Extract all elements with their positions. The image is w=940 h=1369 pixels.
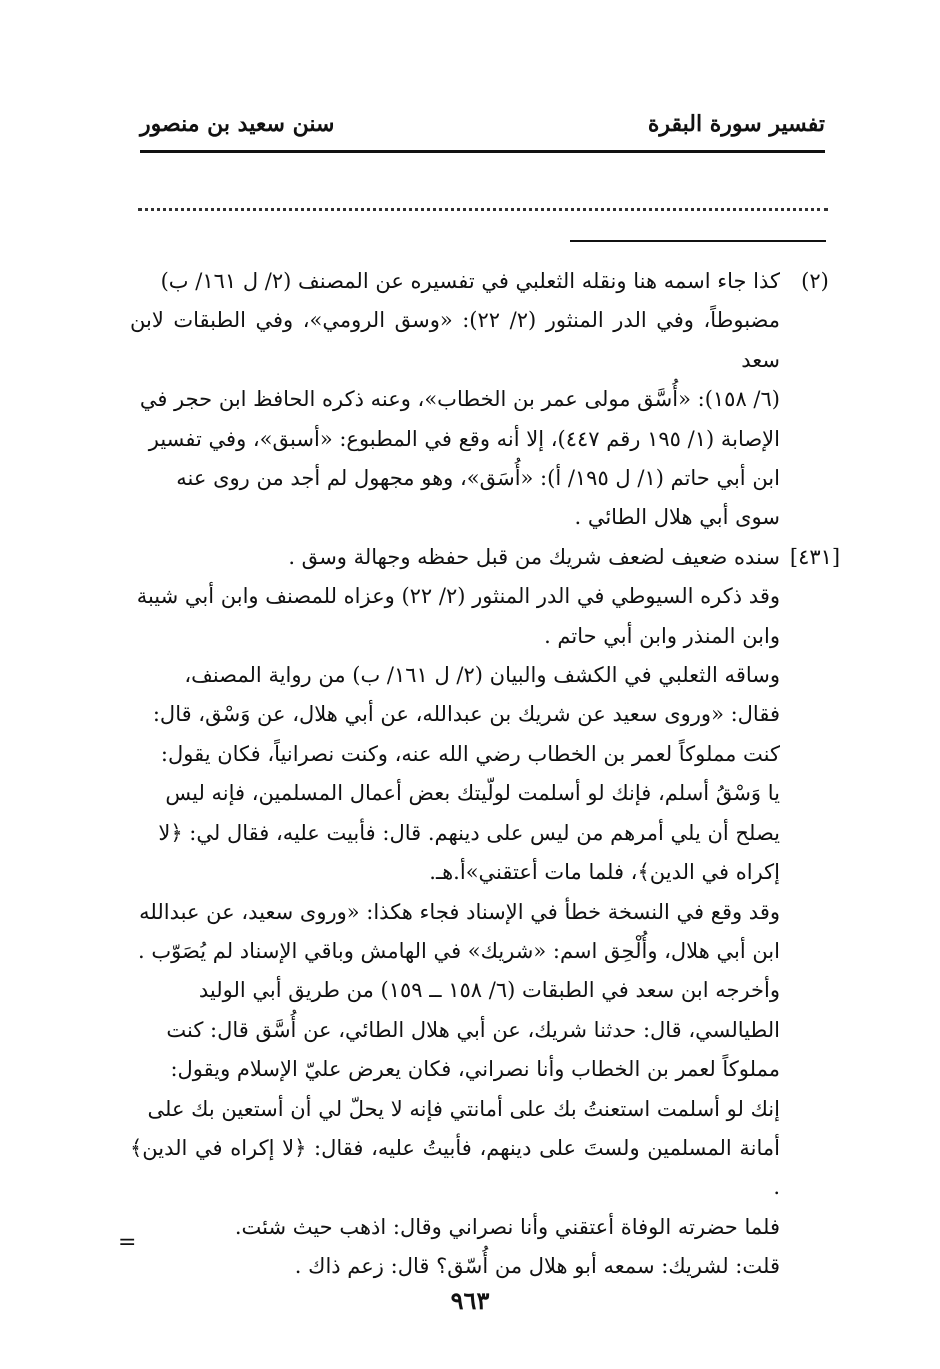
text-line: وساقه الثعلبي في الكشف والبيان (٢/ ل ١٦١/ ب) من رواية المصنف،	[184, 663, 780, 688]
footnote-number: [٤٣١]	[789, 544, 841, 569]
text-line: أمانة المسلمين ولستَ على دينهم، فأبيتُ عليه، فقال: ﴿لا إكراه في الدين﴾ .	[130, 1135, 780, 1200]
text-line: سنده ضعيف لضعف شريك من قبل حفظه وجهالة وسق .	[288, 544, 780, 569]
text-line: فقال: «وروى سعيد عن شريك بن عبدالله، عن أبي هلال، عن وَسْق، قال:	[152, 702, 780, 727]
footnote-number: (٢)	[801, 269, 829, 293]
header-book-title: سنن سعيد بن منصور	[140, 111, 335, 137]
text-line: إنك لو أسلمت استعنتُ بك على أمانتي فإنه لا يحلّ لي أن أستعين بك على	[147, 1096, 780, 1121]
paragraph	[130, 1247, 850, 1286]
text-line: الطيالسي، قال: حدثنا شريك، عن أبي هلال الطائي، عن أُسَّق قال: كنت	[166, 1017, 780, 1042]
text-line: مضبوطاً، وفي الدر المنثور (٢/ ٢٢): «وسق الرومي»، وفي الطبقات لابن سعد	[130, 308, 780, 372]
text-line: وأخرجه ابن سعد في الطبقات (٦/ ١٥٨ ــ ١٥٩) من طريق أبي الوليد	[198, 978, 780, 1003]
text-line: وقد ذكره السيوطي في الدر المنثور (٢/ ٢٢) وعزاه للمصنف وابن أبي شيبة	[136, 584, 780, 609]
running-header	[140, 104, 825, 144]
text-line: ابن أبي هلال، وأُلْحِق اسم: «شريك» في الهامش وباقي الإسناد لم يُصَوّب .	[138, 938, 780, 963]
text-line: مملوكاً لعمر بن الخطاب وأنا نصراني، فكان يعرض عليّ الإسلام ويقول:	[170, 1057, 780, 1082]
header-surah-title: تفسير سورة البقرة	[647, 111, 825, 137]
text-line: كنت مملوكاً لعمر بن الخطاب رضي الله عنه، وكنت نصرانياً، فكان يقول:	[160, 741, 780, 766]
footnote-2	[130, 262, 850, 538]
continuation-mark: =	[118, 1230, 137, 1255]
text-line: يصلح أن يلي أمرهم من ليس على دينهم. قال: فأبيت عليه، فقال لي: ﴿لا	[158, 820, 780, 845]
text-line: يا وَسْقُ أسلم، فإنك لو أسلمت لولّيتك بعض أعمال المسلمين، فإنه ليس	[165, 781, 780, 806]
footnote-rule	[570, 240, 826, 242]
text-line: (٦/ ١٥٨): «أُسَّق مولى عمر بن الخطاب»، وعنه ذكره الحافظ ابن حجر في	[139, 387, 780, 412]
footnote-431	[130, 538, 850, 577]
text-line: ابن أبي حاتم (١/ ل ١٩٥/ أ): «أُسَق»، وهو مجهول لم أجد من روى عنه	[176, 466, 780, 491]
paragraph	[130, 893, 850, 972]
paragraph	[130, 577, 850, 656]
footnote-text	[130, 538, 780, 577]
header-rule	[140, 150, 825, 153]
dotted-separator	[138, 190, 828, 211]
footnotes-body	[130, 262, 850, 1287]
text-line: إكراه في الدين﴾، فلما مات أعتقني»أ.هـ.	[429, 860, 780, 885]
page-number: ٩٦٣	[450, 1286, 490, 1315]
text-line: الإصابة (١/ ١٩٥ رقم ٤٤٧)، إلا أنه وقع في المطبوع: «أسبق»، وفي تفسير	[148, 426, 780, 451]
paragraph	[130, 971, 850, 1247]
text-line: قلت: لشريك: سمعه أبو هلال من أُسّق؟ قال: زعم ذاك .	[294, 1254, 780, 1279]
text-line: كذا جاء اسمه هنا ونقله الثعلبي في تفسيره عن المصنف (٢/ ل ١٦١/ ب)	[160, 269, 780, 293]
text-line: فلما حضرته الوفاة أعتقني وأنا نصراني وقال: اذهب حيث شئت.	[234, 1214, 780, 1239]
text-line: سوى أبي هلال الطائي .	[574, 505, 780, 530]
text-line: وابن المنذر وابن أبي حاتم .	[544, 623, 780, 648]
footnote-text	[130, 262, 780, 538]
paragraph	[130, 656, 850, 892]
text-line: وقد وقع في النسخة خطأ في الإسناد فجاء هكذا: «وروى سعيد، عن عبدالله	[139, 899, 780, 924]
